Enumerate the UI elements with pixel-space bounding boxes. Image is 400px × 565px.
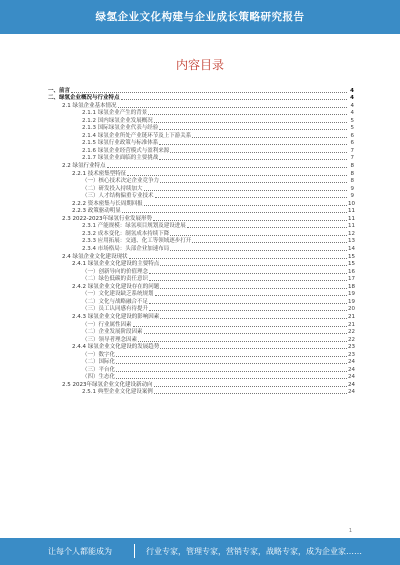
toc-entry[interactable]	[48, 388, 354, 396]
toc-entry-page: 19	[348, 291, 355, 298]
toc-leader-dots	[118, 107, 348, 108]
footer-divider	[134, 544, 135, 558]
toc-entry-page: 18	[348, 283, 355, 290]
toc-entry-page: 7	[350, 147, 354, 154]
toc-entry-label: （三）人才结构偏重专业技术	[82, 193, 154, 200]
toc-entry-label: 2.3.4 市场格局：头部企业加速布局	[82, 246, 170, 253]
toc-heading: 内容目录	[175, 58, 224, 72]
toc-leader-dots	[160, 318, 347, 319]
toc-entry-label: 2.1.4 绿氢企业所处产业链环节及上下游关系	[82, 132, 192, 139]
toc-leader-dots	[187, 227, 347, 228]
toc-leader-dots	[154, 386, 348, 387]
toc-entry-label: （一）创新导向的价值理念	[82, 268, 149, 275]
toc-entry[interactable]	[48, 312, 354, 320]
toc-entry-label: 2.2.2 资本密集与长周期回报	[72, 200, 143, 207]
toc-entry-page: 12	[348, 230, 355, 237]
toc-entry-page: 16	[348, 268, 355, 275]
toc-leader-dots	[160, 348, 347, 349]
toc-entry[interactable]	[48, 109, 354, 117]
toc-entry-label: 2.1.2 国内绿氢企业发展概况	[82, 117, 153, 124]
toc-entry-label: （一）文化建设缺乏系统规划	[82, 291, 154, 298]
footer-slogan-left: 让每个人都能成为	[48, 547, 112, 556]
toc-entry-label: 2.3.2 成本变化：制氢成本持续下降	[82, 230, 170, 237]
toc-entry-label: 2.1.3 国际绿氢企业代表与经验	[82, 125, 159, 132]
toc-entry[interactable]	[48, 305, 354, 313]
footer-slogan-right: 行业专家，管理专家，营销专家，战略专家，成为企业家……	[146, 547, 362, 556]
toc-entry-page: 14	[348, 246, 355, 253]
toc-entry-label: （二）国际化	[82, 359, 116, 366]
toc-entry[interactable]	[48, 350, 354, 358]
toc-entry-label: （一）核心技术决定企业竞争力	[82, 178, 160, 185]
toc-leader-dots	[149, 310, 347, 311]
toc-entry-page: 24	[348, 359, 355, 366]
toc-entry-page: 19	[348, 298, 355, 305]
toc-entry-page: 22	[348, 329, 355, 336]
toc-entry[interactable]	[48, 169, 354, 177]
toc-entry[interactable]	[48, 380, 354, 388]
toc-entry-label: 2.3.1 产能规模：绿氢项目规划及建设进展	[82, 223, 186, 230]
toc-entry[interactable]	[48, 154, 354, 162]
toc-entry-label: 2.5 2023年绿氢企业文化建设新动向	[62, 381, 153, 388]
toc-entry-label: 二、绿氢企业概况与行业特点	[48, 95, 120, 102]
toc-entry[interactable]	[48, 343, 354, 351]
toc-entry-page: 10	[348, 200, 355, 207]
toc-entry[interactable]	[48, 214, 354, 222]
toc-entry-label: （二）文化与战略融合不足	[82, 298, 149, 305]
toc-entry[interactable]	[48, 101, 354, 109]
toc-entry-label: （二）绿色低碳的责任意识	[82, 276, 149, 283]
toc-entry[interactable]	[48, 237, 354, 245]
toc-entry[interactable]	[48, 358, 354, 366]
toc-entry-page: 11	[348, 223, 355, 230]
toc-leader-dots	[149, 280, 347, 281]
toc-entry-page: 24	[348, 374, 355, 381]
toc-entry[interactable]	[48, 199, 354, 207]
toc-entry[interactable]	[48, 94, 354, 102]
toc-leader-dots	[153, 220, 347, 221]
toc-entry-label: （二）企业发展阶段因素	[82, 329, 143, 336]
toc-entry-page: 23	[348, 344, 355, 351]
toc-entry-page: 9	[350, 193, 354, 200]
toc-leader-dots	[192, 137, 347, 138]
toc-entry[interactable]	[48, 267, 354, 275]
toc-entry-page: 7	[350, 155, 354, 162]
toc-entry[interactable]	[48, 229, 354, 237]
toc-entry-label: 2.4.2 绿氢企业文化建设存在的问题	[72, 283, 160, 290]
toc-entry-page: 21	[348, 313, 355, 320]
toc-entry-page: 5	[350, 117, 354, 124]
toc-entry-label: （二）研发投入持续加大	[82, 185, 143, 192]
toc-leader-dots	[149, 303, 347, 304]
toc-entry-page: 4	[350, 87, 354, 94]
toc-entry-label: 2.3 2022-2023年绿氢行业发展形势	[62, 215, 152, 222]
toc-entry-label: 2.1.6 绿氢企业经营模式与盈利来源	[82, 147, 170, 154]
toc-entry-label: 2.1.1 绿氢企业产生的背景	[82, 110, 148, 117]
toc-entry-page: 6	[350, 140, 354, 147]
toc-leader-dots	[159, 144, 347, 145]
toc-entry-label: 2.4.1 绿氢企业文化建设的主要特点	[72, 261, 160, 268]
toc-leader-dots	[127, 175, 347, 176]
toc-entry-page: 6	[350, 132, 354, 139]
toc-entry-page: 4	[350, 110, 354, 117]
toc-leader-dots	[170, 152, 347, 153]
toc-leader-dots	[149, 273, 347, 274]
toc-leader-dots	[154, 393, 347, 394]
toc-leader-dots	[71, 92, 347, 93]
toc-entry[interactable]	[48, 328, 354, 336]
toc-leader-dots	[116, 356, 347, 357]
toc-leader-dots	[116, 371, 347, 372]
toc-leader-dots	[154, 122, 347, 123]
toc-entry-label: 2.3.3 应用拓展：交通、化工等领域逐步打开	[82, 238, 192, 245]
toc-leader-dots	[192, 242, 347, 243]
toc-entry-label: （三）员工认同感有待提升	[82, 306, 149, 313]
toc-entry[interactable]	[48, 282, 354, 290]
toc-leader-dots	[138, 341, 347, 342]
toc-entry[interactable]	[48, 244, 354, 252]
toc-entry[interactable]	[48, 86, 354, 94]
toc-entry-page: 9	[350, 185, 354, 192]
toc-entry-label: 2.2 绿氢行业特点	[62, 163, 106, 170]
toc-leader-dots	[107, 167, 348, 168]
toc-leader-dots	[122, 212, 347, 213]
toc-entry[interactable]	[48, 192, 354, 200]
toc-leader-dots	[170, 250, 347, 251]
toc-leader-dots	[116, 363, 347, 364]
toc-entry[interactable]	[48, 124, 354, 132]
toc-entry-page: 17	[348, 276, 355, 283]
toc-entry-page: 23	[348, 351, 355, 358]
toc-leader-dots	[129, 258, 348, 259]
toc-leader-dots	[155, 295, 347, 296]
toc-leader-dots	[160, 265, 347, 266]
toc-leader-dots	[170, 235, 347, 236]
toc-leader-dots	[160, 288, 347, 289]
toc-entry-label: 2.5.1 典型企业文化建设案例	[82, 389, 153, 396]
toc-entry-label: 2.1.7 绿氢企业面临的主要挑战	[82, 155, 159, 162]
toc-entry-page: 24	[348, 389, 355, 396]
toc-entry-page: 22	[348, 336, 355, 343]
toc-entry[interactable]	[48, 252, 354, 260]
toc-entry[interactable]	[48, 116, 354, 124]
toc-entry-page: 15	[348, 253, 355, 260]
toc-entry-label: 2.4.4 绿氢企业文化建设的发展趋势	[72, 344, 160, 351]
toc-entry-label: 2.2.3 政策驱动明显	[72, 208, 121, 215]
toc-entry[interactable]	[48, 131, 354, 139]
toc-entry-page: 11	[348, 215, 355, 222]
toc-leader-dots	[144, 205, 347, 206]
toc-entry[interactable]	[48, 290, 354, 298]
toc-leader-dots	[144, 190, 347, 191]
toc-entry-label: （四）生态化	[82, 374, 116, 381]
toc-leader-dots	[148, 114, 347, 115]
toc-entry[interactable]	[48, 161, 354, 169]
toc-entry[interactable]	[48, 222, 354, 230]
footer-bar	[0, 538, 400, 565]
table-of-contents	[48, 86, 354, 395]
header-bar	[0, 0, 400, 34]
toc-leader-dots	[133, 326, 347, 327]
toc-entry[interactable]	[48, 146, 354, 154]
toc-entry[interactable]	[48, 335, 354, 343]
toc-entry-label: （三）领导者理念因素	[82, 336, 138, 343]
toc-entry-label: （三）平台化	[82, 366, 116, 373]
toc-entry-page: 5	[350, 125, 354, 132]
toc-leader-dots	[160, 182, 347, 183]
toc-entry[interactable]	[48, 139, 354, 147]
toc-entry-label: 2.2.1 技术密集型特征	[72, 170, 127, 177]
toc-leader-dots	[121, 99, 347, 100]
toc-entry-label: 2.4.3 绿氢企业文化建设的影响因素	[72, 313, 160, 320]
toc-leader-dots	[116, 378, 347, 379]
toc-entry-label: 一、前言	[48, 87, 71, 94]
toc-entry[interactable]	[48, 207, 354, 215]
toc-entry-page: 8	[350, 170, 354, 177]
toc-entry-label: 2.1.5 绿氢行业政策与标准体系	[82, 140, 159, 147]
toc-entry[interactable]	[48, 184, 354, 192]
toc-entry-page: 4	[350, 95, 354, 102]
toc-entry-page: 15	[348, 261, 355, 268]
toc-entry-page: 8	[350, 163, 354, 170]
toc-entry-label: （一）行业属性因素	[82, 321, 132, 328]
toc-entry[interactable]	[48, 320, 354, 328]
toc-entry-page: 4	[350, 102, 354, 109]
toc-entry[interactable]	[48, 373, 354, 381]
toc-entry-page: 21	[348, 321, 355, 328]
toc-entry-page: 11	[348, 208, 355, 215]
toc-entry[interactable]	[48, 297, 354, 305]
toc-leader-dots	[155, 197, 347, 198]
toc-entry[interactable]	[48, 275, 354, 283]
toc-entry-label: 2.4 绿氢企业文化建设现状	[62, 253, 128, 260]
toc-entry-page: 20	[348, 306, 355, 313]
toc-entry[interactable]	[48, 177, 354, 185]
toc-leader-dots	[159, 129, 347, 130]
toc-entry-page: 8	[350, 178, 354, 185]
toc-leader-dots	[144, 333, 347, 334]
toc-entry-page: 24	[348, 381, 355, 388]
report-title: 绿氢企业文化构建与企业成长策略研究报告	[95, 11, 305, 23]
toc-entry[interactable]	[48, 365, 354, 373]
toc-entry[interactable]	[48, 260, 354, 268]
toc-leader-dots	[159, 159, 347, 160]
toc-entry-page: 13	[348, 238, 355, 245]
page-number: 1	[348, 528, 352, 534]
toc-entry-page: 24	[348, 366, 355, 373]
toc-entry-label: 2.1 绿氢企业基本情况	[62, 102, 117, 109]
toc-entry-label: （一）数字化	[82, 351, 116, 358]
